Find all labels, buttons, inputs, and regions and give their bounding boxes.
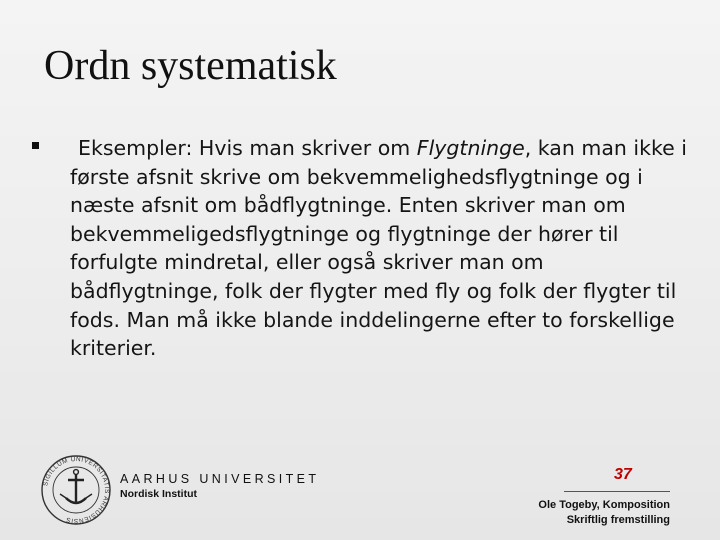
footer-info xyxy=(538,498,670,528)
university-seal-icon xyxy=(40,454,112,526)
institute-name: Nordisk Institut xyxy=(120,488,198,500)
page-number: 37 xyxy=(614,466,632,483)
square-bullet-icon xyxy=(32,142,39,149)
bullet-text-prefix: Eksempler: Hvis man skriver om xyxy=(78,136,417,160)
author-line: Ole Togeby, Komposition xyxy=(538,499,670,511)
bullet-text-suffix: , kan man ikke i første afsnit skrive om bekvemmelighedsflygtninge og i næste afsnit om bådflygtninge. Enten skriver man om bekvemmeligedsflygtninge og flygtninge der hører til forfulgte mindretal, eller også skriver man om bådflygtninge, folk der flygter med fly og folk der flygter til fods. Man må ikke blande inddelingerne efter to forskellige kriterier. xyxy=(70,136,687,361)
bullet-item xyxy=(28,134,688,363)
university-name: AARHUS UNIVERSITET xyxy=(120,472,320,486)
footer-divider xyxy=(564,491,670,492)
bullet-text xyxy=(70,134,688,363)
course-line: Skriftlig fremstilling xyxy=(566,514,670,526)
seal-text: SIGILLUM UNIVERSITATIS ARHUSIENSIS xyxy=(42,455,111,525)
bullet-text-emphasis: Flygtninge xyxy=(416,136,525,160)
slide-title: Ordn systematisk xyxy=(44,43,337,89)
